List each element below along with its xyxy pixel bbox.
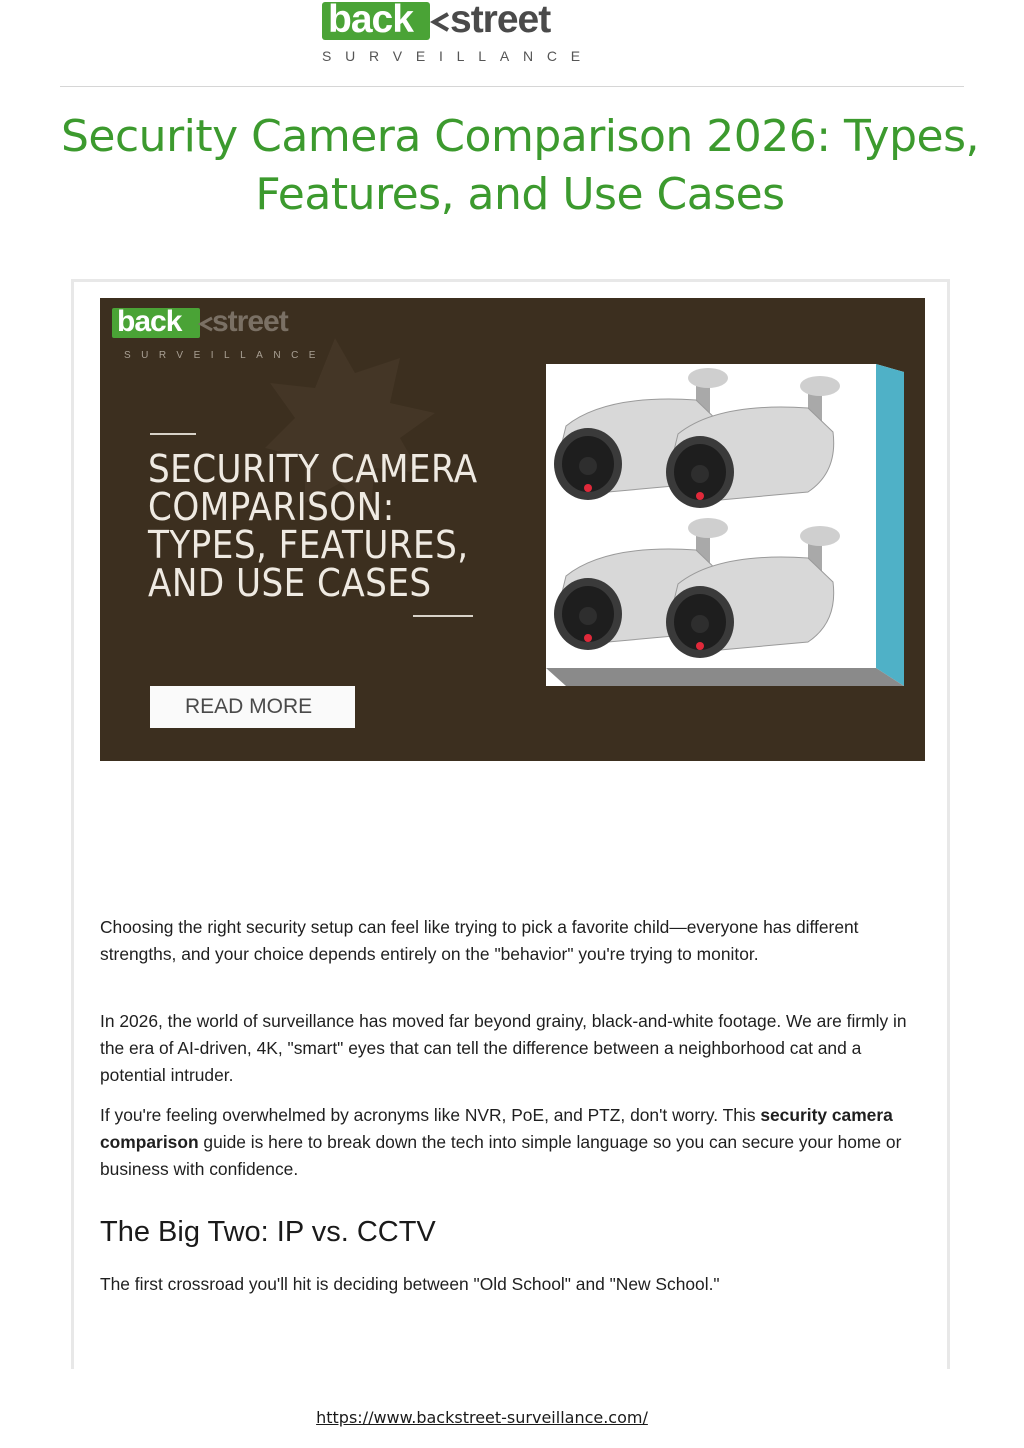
logo-word-street: street	[450, 0, 551, 41]
context-paragraph: In 2026, the world of surveillance has moved far beyond grainy, black-and-white footage. We are firmly in the era of AI-driven, 4K, "smart" eyes that can tell the difference between a neighborhood cat and a potential intruder.	[100, 1011, 907, 1086]
logo-subtitle: SURVEILLANCE	[322, 48, 594, 64]
banner-logo-word-street: street	[212, 305, 288, 338]
banner-accent-line-top	[150, 433, 196, 435]
brand-logo[interactable]	[322, 0, 594, 68]
intro-paragraph: Choosing the right security setup can feel like trying to pick a favorite child—everyone has different strengths, and your choice depends entirely on the "behavior" you're trying to monitor.	[100, 917, 859, 965]
title-line-1: Security Camera Comparison 2026: Types,	[60, 111, 979, 162]
section-paragraph: The first crossroad you'll hit is deciding between "Old School" and "New School."	[100, 1274, 720, 1294]
guide-text-start: If you're feeling overwhelmed by acronyms like NVR, PoE, and PTZ, don't worry. This	[100, 1105, 761, 1125]
bullet-cameras-image	[546, 364, 912, 699]
banner-logo-word-back: back	[117, 305, 182, 338]
banner-logo	[112, 305, 326, 361]
guide-text-end: guide is here to break down the tech into simple language so you can secure your home or business with confidence.	[100, 1132, 902, 1180]
banner-headline-line: AND USE CASES	[148, 561, 432, 605]
keyword-link-security-camera-comparison: security camera comparison	[100, 1105, 893, 1153]
section-heading: The Big Two: IP vs. CCTV	[100, 1216, 436, 1248]
banner-headline-line: TYPES, FEATURES,	[148, 523, 469, 567]
banner-headline	[148, 447, 508, 605]
guide-paragraph	[100, 1102, 930, 1183]
banner-headline-line: SECURITY CAMERA	[148, 447, 478, 491]
hero-banner[interactable]	[100, 298, 925, 761]
banner-accent-line-bottom	[413, 615, 473, 617]
title-line-2: Features, and Use Cases	[255, 169, 785, 221]
read-more-button[interactable]: READ MORE	[150, 686, 355, 728]
footer-url-link[interactable]: https://www.backstreet-surveillance.com/	[316, 1408, 648, 1427]
logo-word-back: back	[328, 0, 413, 41]
banner-logo-subtitle: SURVEILLANCE	[124, 350, 326, 361]
header-divider	[60, 86, 964, 87]
logo-chevron-icon	[426, 12, 450, 32]
page-title	[60, 108, 980, 224]
banner-headline-line: COMPARISON:	[148, 485, 395, 529]
